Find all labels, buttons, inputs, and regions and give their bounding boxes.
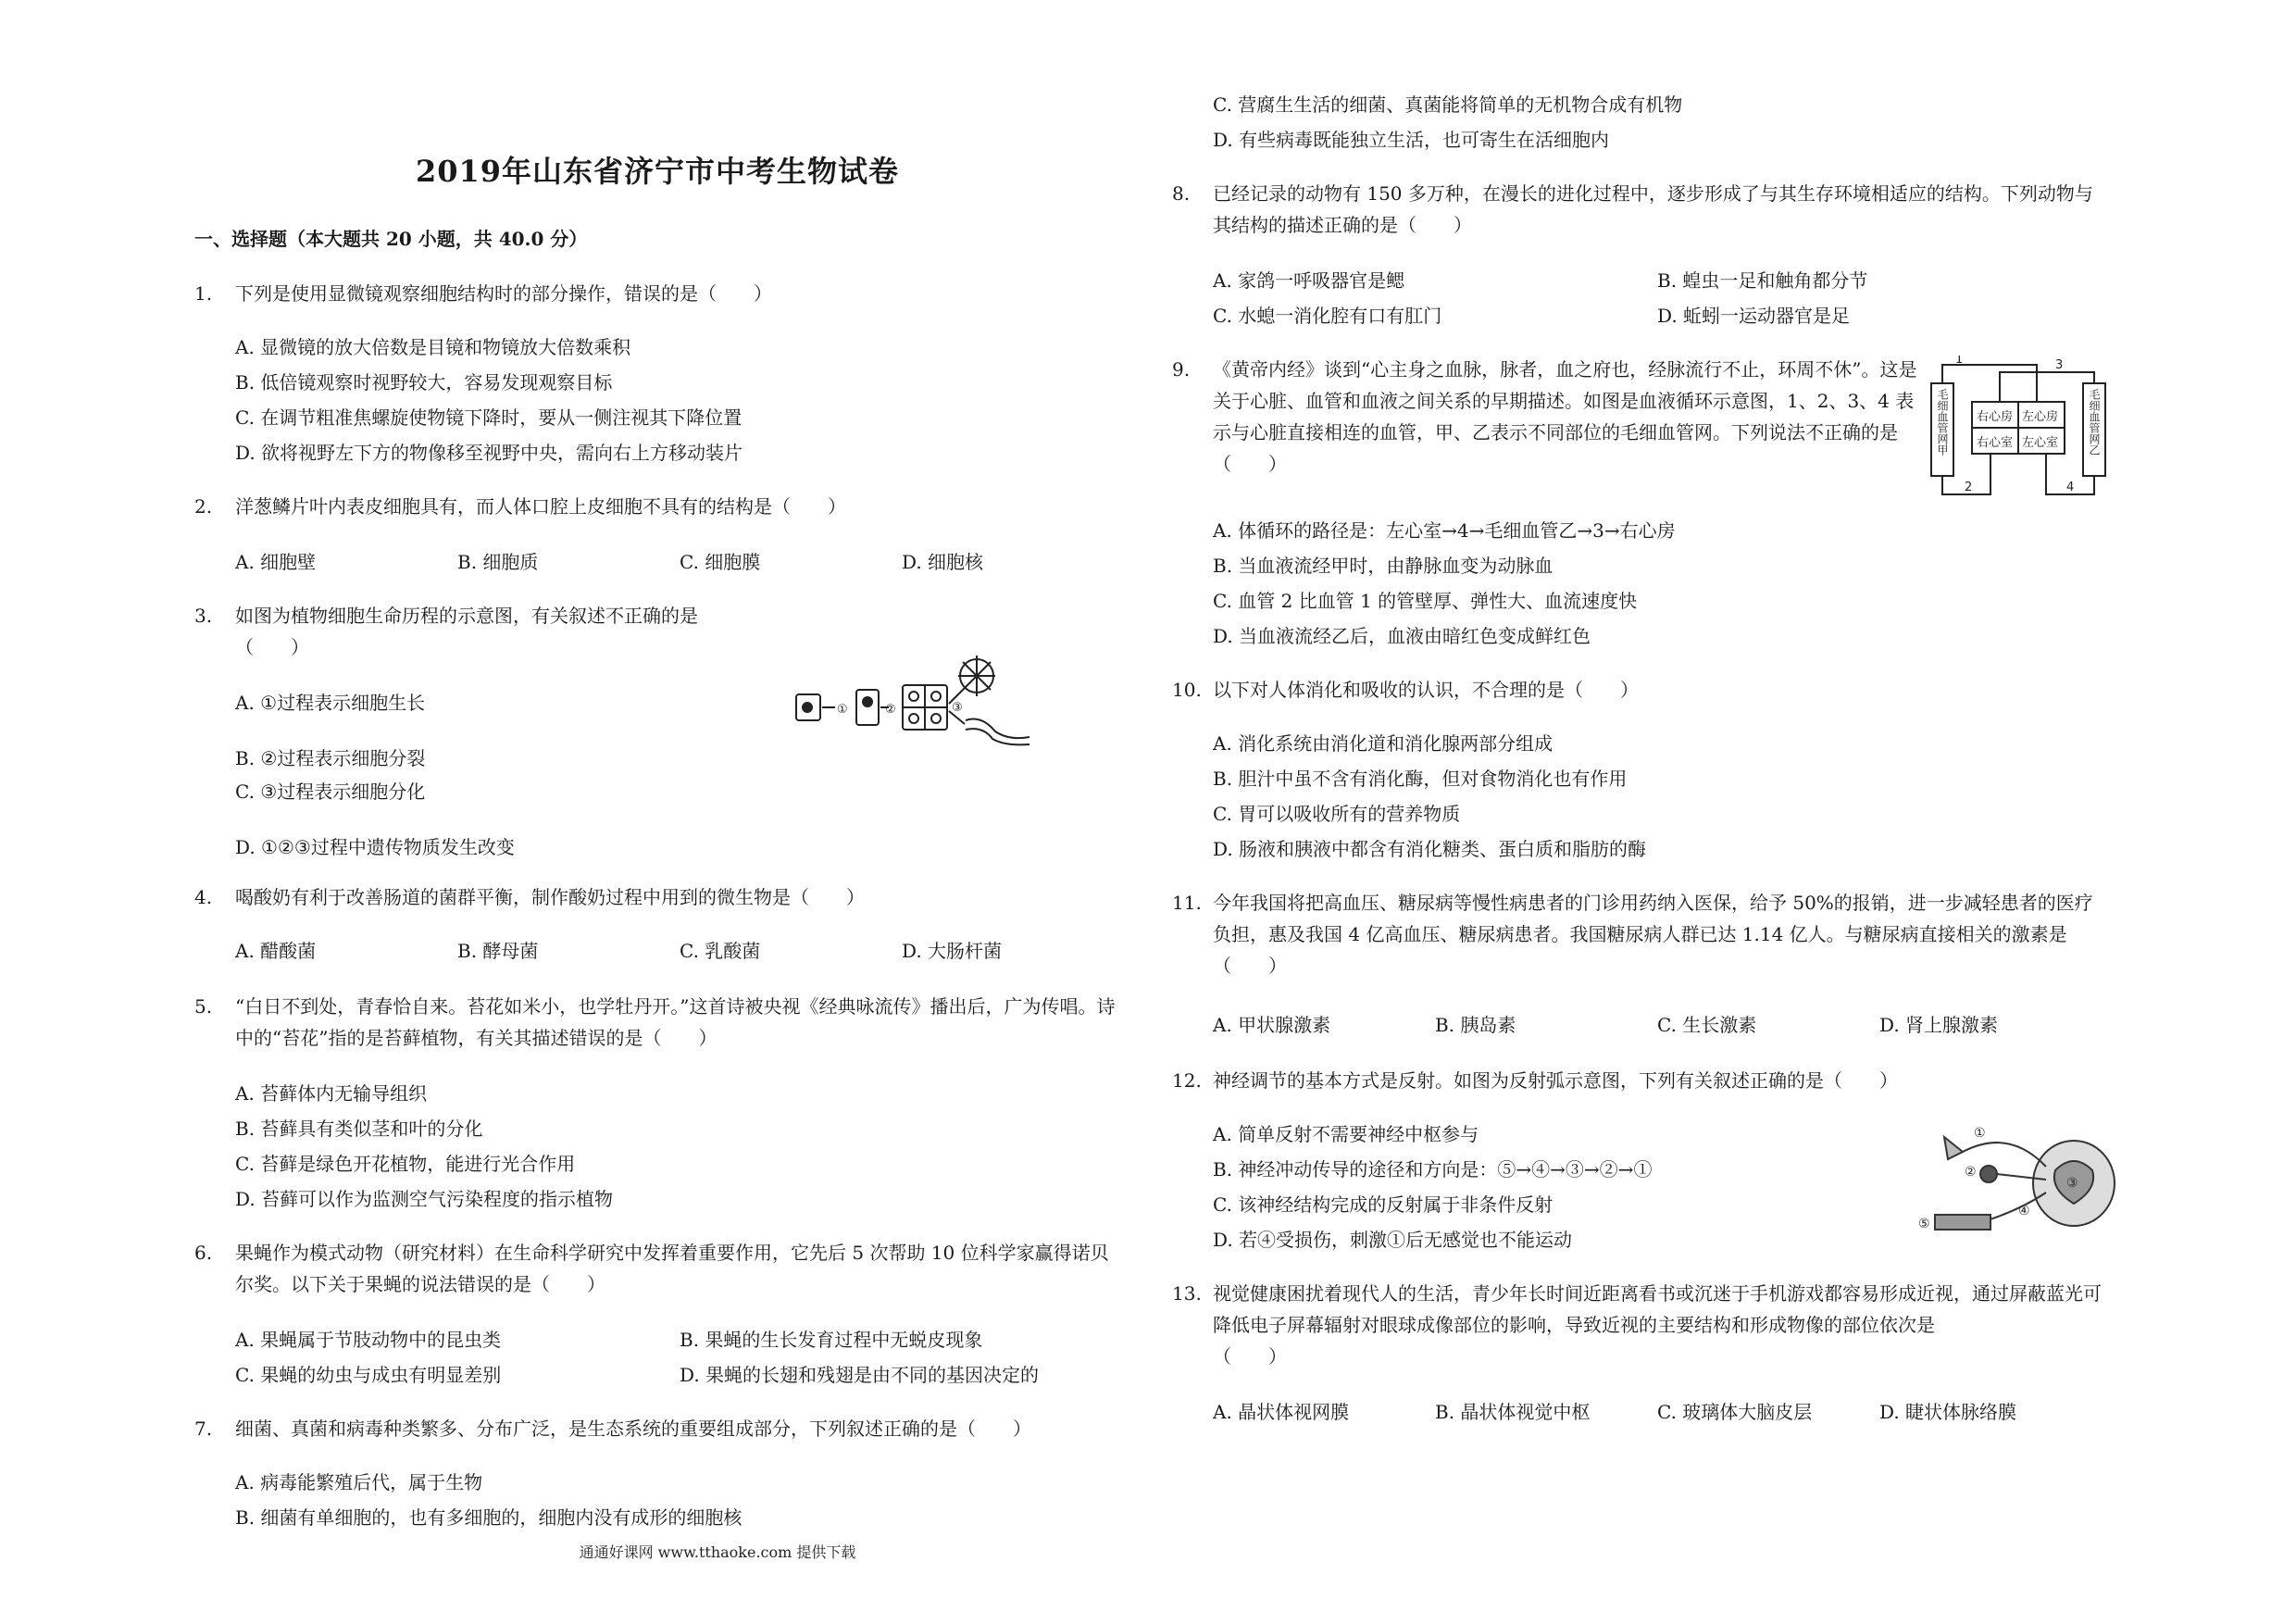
option-b: B. 当血液流经甲时，由静脉血变为动脉血 — [1213, 555, 1554, 577]
question-number: 6. — [194, 1242, 213, 1264]
option-b: B. 细胞质 — [457, 551, 539, 573]
question-number: 8. — [1172, 182, 1191, 205]
option-a: A. 家鸽一呼吸器官是鳃 — [1213, 269, 1405, 292]
figure-label-1: ① — [837, 703, 848, 717]
capillary-jia-label: 毛细血管网甲 — [1936, 389, 1949, 456]
question-stem-bracket: （ ） — [235, 636, 309, 658]
question-10 — [1172, 674, 2107, 706]
option-a: A. 醋酸菌 — [235, 940, 317, 962]
question-12 — [1172, 1065, 2107, 1096]
option-c: C. 玻璃体大脑皮层 — [1657, 1401, 1813, 1423]
option-c: C. 乳酸菌 — [680, 940, 761, 962]
question-number: 1. — [194, 282, 213, 305]
option-d: D. ①②③过程中遗传物质发生改变 — [235, 836, 515, 858]
reflex-label-2: ② — [1965, 1165, 1977, 1180]
option-b: B. 胰岛素 — [1435, 1014, 1516, 1036]
vessel-4-label: 4 — [2066, 481, 2075, 494]
blood-circulation-diagram — [1926, 356, 2111, 504]
option-c: C. 血管 2 比血管 1 的管壁厚、弹性大、血流速度快 — [1213, 590, 1638, 612]
question-stem-bracket: （ ） — [1213, 1345, 1287, 1368]
option-d: D. 肠液和胰液中都含有消化糖类、蛋白质和脂肪的酶 — [1213, 838, 1647, 860]
option-a: A. 简单反射不需要神经中枢参与 — [1213, 1123, 1479, 1145]
question-stem: 喝酸奶有利于改善肠道的菌群平衡，制作酸奶过程中用到的微生物是（ ） — [235, 886, 865, 908]
option-c: C. 果蝇的幼虫与成虫有明显差别 — [235, 1364, 502, 1386]
question-number: 13. — [1172, 1282, 1202, 1305]
question-number: 7. — [194, 1418, 213, 1440]
option-b: B. 苔藓具有类似茎和叶的分化 — [235, 1118, 483, 1140]
option-b: B. 果蝇的生长发育过程中无蜕皮现象 — [680, 1329, 983, 1351]
option-d: D. 细胞核 — [902, 551, 984, 573]
option-b: B. 酵母菌 — [457, 940, 539, 962]
question-2 — [194, 491, 1102, 522]
question-number: 10. — [1172, 679, 1202, 701]
question-number: 5. — [194, 995, 213, 1018]
option-c: C. 水螅一消化腔有口有肛门 — [1213, 305, 1442, 327]
question-stem: 视觉健康困扰着现代人的生活，青少年长时间近距离看书或沉迷于手机游戏都容易形成近视，通过屏蔽蓝光可降低电子屏幕辐射对眼球成像部位的影响，导致近视的主要结构和形成物像的部位依次是 — [1213, 1282, 2102, 1336]
question-number: 9. — [1172, 358, 1191, 381]
option-d: D. 肾上腺激素 — [1879, 1014, 1999, 1036]
question-stem: 已经记录的动物有 150 多万种，在漫长的进化过程中，逐步形成了与其生存环境相适应的结构。下列动物与其结构的描述正确的是（ ） — [1213, 182, 2093, 236]
paper-title: 2019年山东省济宁市中考生物试卷 — [415, 154, 900, 189]
question-13 — [1172, 1278, 2107, 1372]
question-1 — [194, 278, 1102, 309]
left-ventricle-label: 左心室 — [2022, 436, 2059, 450]
option-d: D. 有些病毒既能独立生活，也可寄生在活细胞内 — [1213, 129, 1610, 151]
option-d: D. 大肠杆菌 — [902, 940, 1003, 962]
option-c: C. 营腐生生活的细菌、真菌能将简单的无机物合成有机物 — [1213, 94, 1683, 116]
option-c: C. 胃可以吸收所有的营养物质 — [1213, 803, 1461, 825]
question-9 — [1172, 354, 1922, 480]
option-b: B. 蝗虫一足和触角都分节 — [1657, 269, 1868, 292]
reflex-label-4: ④ — [2018, 1204, 2030, 1218]
question-11 — [1172, 887, 2107, 981]
option-a: A. 苔藓体内无输导组织 — [235, 1082, 428, 1105]
option-d: D. 当血液流经乙后，血液由暗红色变成鲜红色 — [1213, 625, 1591, 647]
option-d: D. 蚯蚓一运动器官是足 — [1657, 305, 1851, 327]
option-b: B. 晶状体视觉中枢 — [1435, 1401, 1591, 1423]
option-c: C. 细胞膜 — [680, 551, 761, 573]
option-b: B. ②过程表示细胞分裂 — [235, 747, 426, 769]
figure-label-2: ② — [885, 703, 896, 717]
question-8 — [1172, 178, 2107, 241]
reflex-arc-diagram — [1907, 1118, 2120, 1257]
question-stem: 果蝇作为模式动物（研究材料）在生命科学研究中发挥着重要作用，它先后 5 次帮助 10 位科学家赢得诺贝尔奖。以下关于果蝇的说法错误的是（ ） — [235, 1242, 1109, 1295]
question-number: 11. — [1172, 892, 1202, 914]
question-number: 12. — [1172, 1069, 1202, 1092]
question-stem: 细菌、真菌和病毒种类繁多、分布广泛，是生态系统的重要组成部分，下列叙述正确的是（ ） — [235, 1418, 1031, 1440]
option-d: D. 欲将视野左下方的物像移至视野中央，需向右上方移动装片 — [235, 442, 743, 464]
option-a: A. 显微镜的放大倍数是目镜和物镜放大倍数乘积 — [235, 336, 631, 358]
question-stem: 今年我国将把高血压、糖尿病等慢性病患者的门诊用药纳入医保，给予 50%的报销，进一步减轻患者的医疗负担，惠及我国 4 亿高血压、糖尿病患者。我国糖尿病人群已达 1.14 亿人。与糖尿病直接相关的激素是（ ） — [1213, 892, 2093, 977]
option-a: A. ①过程表示细胞生长 — [235, 692, 426, 714]
option-c: C. 该神经结构完成的反射属于非条件反射 — [1213, 1193, 1554, 1216]
option-a: A. 消化系统由消化道和消化腺两部分组成 — [1213, 732, 1554, 755]
question-6 — [194, 1237, 1120, 1300]
question-stem: 神经调节的基本方式是反射。如图为反射弧示意图，下列有关叙述正确的是（ ） — [1213, 1069, 1898, 1092]
question-7 — [194, 1413, 1120, 1444]
option-c: C. 在调节粗准焦螺旋使物镜下降时，要从一侧注视其下降位置 — [235, 406, 742, 429]
question-stem: 《黄帝内经》谈到“心主身之血脉，脉者，血之府也，经脉流行不止，环周不休”。这是关于心脏、血管和血液之间关系的早期描述。如图是血液循环示意图，1、2、3、4 表示与心脏直接相连的血管，甲、乙表示不同部位的毛细血管网。下列说法不正确的是（ ） — [1213, 358, 1917, 475]
option-d: D. 苔藓可以作为监测空气污染程度的指示植物 — [235, 1188, 614, 1210]
vessel-1-label: 1 — [1955, 356, 1964, 367]
figure-label-3: ③ — [952, 701, 963, 715]
reflex-label-1: ① — [1974, 1126, 1986, 1141]
question-5 — [194, 991, 1120, 1054]
question-stem: 下列是使用显微镜观察细胞结构时的部分操作，错误的是（ ） — [235, 282, 772, 305]
left-atrium-label: 左心房 — [2022, 410, 2059, 424]
option-a: A. 细胞壁 — [235, 551, 317, 573]
question-number: 2. — [194, 495, 213, 518]
option-a: A. 晶状体视网膜 — [1213, 1401, 1350, 1423]
option-b: B. 神经冲动传导的途径和方向是：⑤→④→③→②→① — [1213, 1158, 1653, 1181]
question-stem: 洋葱鳞片叶内表皮细胞具有，而人体口腔上皮细胞不具有的结构是（ ） — [235, 495, 846, 518]
cell-life-diagram — [787, 648, 1046, 750]
option-b: B. 胆汁中虽不含有消化酶，但对食物消化也有作用 — [1213, 768, 1628, 790]
vessel-3-label: 3 — [2055, 358, 2064, 372]
option-d: D. 果蝇的长翅和残翅是由不同的基因决定的 — [680, 1364, 1040, 1386]
option-b: B. 低倍镜观察时视野较大，容易发现观察目标 — [235, 371, 613, 394]
question-stem: 如图为植物细胞生命历程的示意图，有关叙述不正确的是 — [235, 605, 698, 627]
question-4 — [194, 881, 1102, 913]
option-c: C. 生长激素 — [1657, 1014, 1757, 1036]
reflex-label-5: ⑤ — [1918, 1217, 1930, 1231]
reflex-label-3: ③ — [2066, 1176, 2078, 1191]
right-ventricle-label: 右心室 — [1977, 436, 2014, 450]
option-a: A. 病毒能繁殖后代，属于生物 — [235, 1471, 483, 1493]
section-heading: 一、选择题（本大题共 20 小题，共 40.0 分） — [194, 228, 588, 250]
option-c: C. ③过程表示细胞分化 — [235, 781, 426, 803]
option-d: D. 睫状体脉络膜 — [1879, 1401, 2017, 1423]
question-stem: “白日不到处，青春恰自来。苔花如米小，也学牡丹开。”这首诗被央视《经典咏流传》播出后，广为传唱。诗中的“苔花”指的是苔藓植物，有关其描述错误的是（ ） — [235, 995, 1116, 1049]
right-atrium-label: 右心房 — [1977, 410, 2014, 424]
option-d: D. 若④受损伤，刺激①后无感觉也不能运动 — [1213, 1229, 1573, 1251]
option-a: A. 体循环的路径是：左心室→4→毛细血管乙→3→右心房 — [1213, 519, 1676, 542]
vessel-2-label: 2 — [1965, 481, 1973, 494]
question-number: 4. — [194, 886, 213, 908]
question-stem: 以下对人体消化和吸收的认识，不合理的是（ ） — [1213, 679, 1639, 701]
option-b: B. 细菌有单细胞的，也有多细胞的，细胞内没有成形的细胞核 — [235, 1506, 742, 1529]
capillary-yi-label: 毛细血管网乙 — [2088, 389, 2101, 456]
page-footer: 通通好课网 www.tthaoke.com 提供下载 — [579, 1543, 856, 1561]
option-a: A. 果蝇属于节肢动物中的昆虫类 — [235, 1329, 502, 1351]
question-number: 3. — [194, 605, 213, 627]
option-c: C. 苔藓是绿色开花植物，能进行光合作用 — [235, 1153, 576, 1175]
option-a: A. 甲状腺激素 — [1213, 1014, 1331, 1036]
